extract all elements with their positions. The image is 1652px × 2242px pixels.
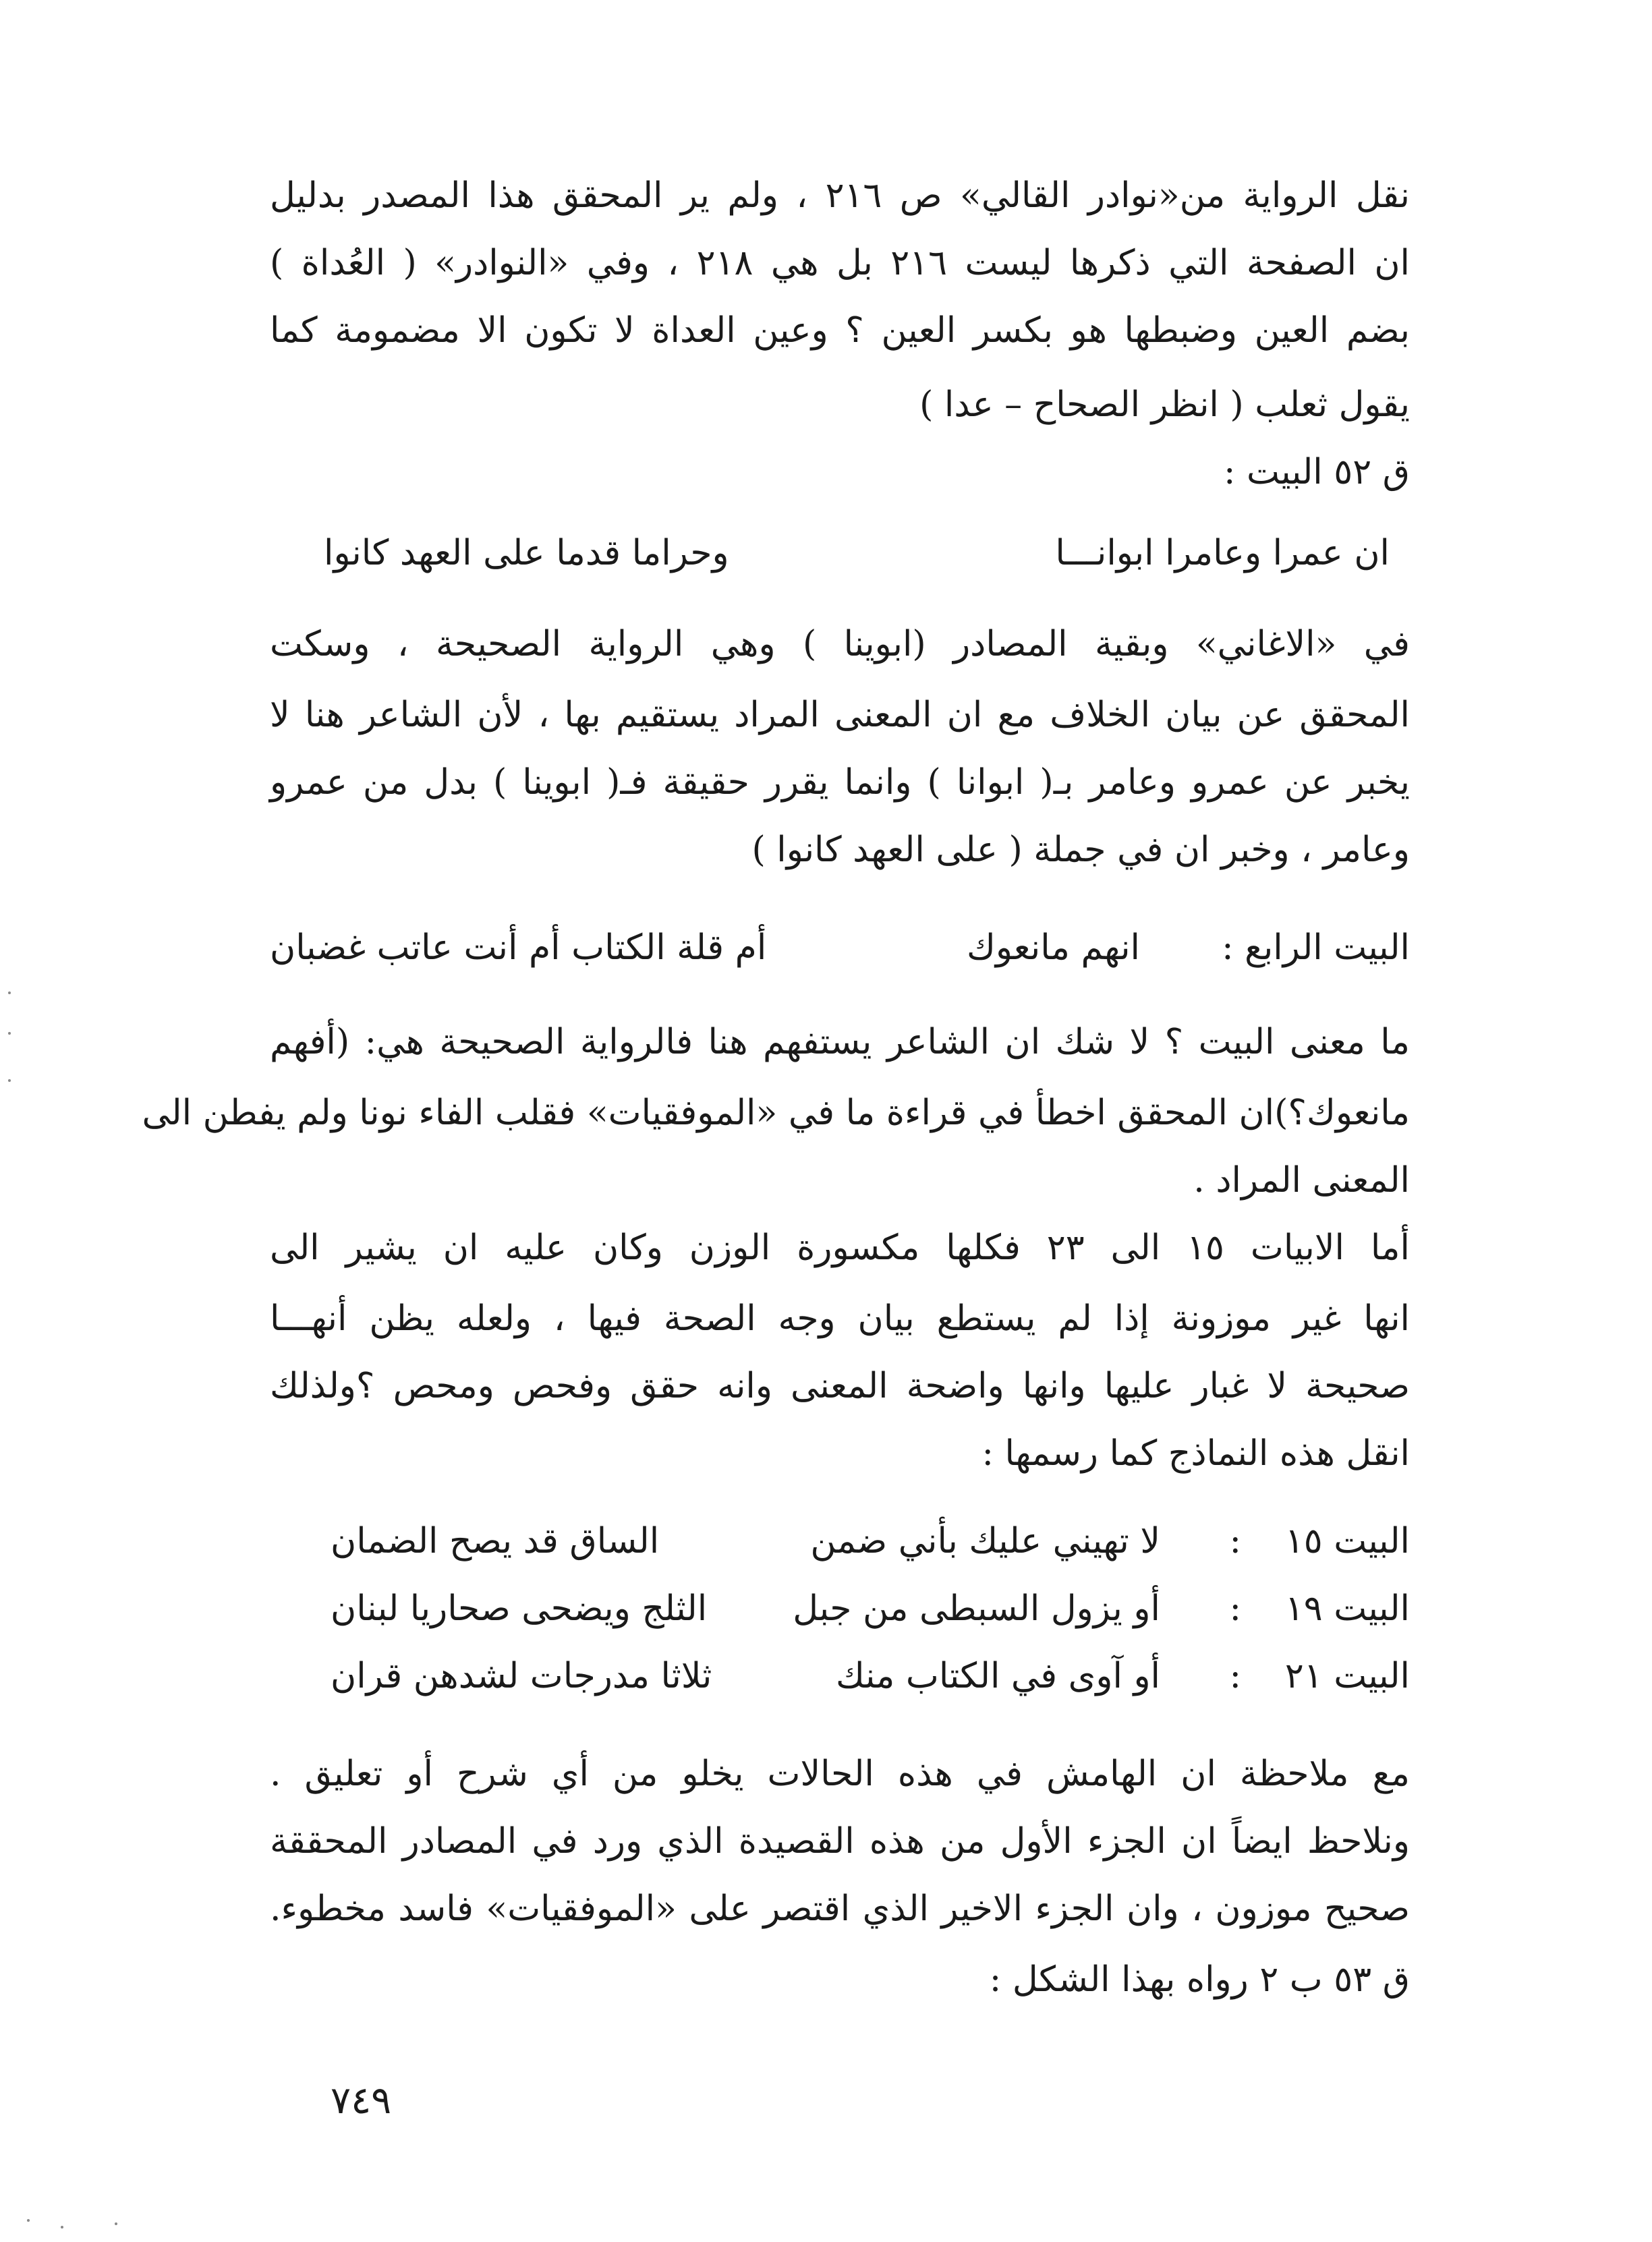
text-line: ونلاحظ ايضاً ان الجزء الأول من هذه القصيدة الذي ورد في المصادر المحققة <box>270 1821 1410 1862</box>
verse-second-half: ثلاثا مدرجات لشدهن قران <box>331 1656 712 1696</box>
verse-second-half: أم قلة الكتاب أم أنت عاتب غضبان <box>270 927 767 968</box>
text-line: المعنى المراد . <box>1193 1160 1410 1201</box>
scan-speck <box>115 2222 117 2225</box>
verse-first-half: أو آوى في الكتاب منك <box>836 1656 1160 1696</box>
text-line: مع ملاحظة ان الهامش في هذه الحالات يخلو من أي شرح أو تعليق . <box>270 1754 1410 1794</box>
text-line: يقول ثعلب ( انظر الصحاح – عدا ) <box>919 384 1410 425</box>
text-line: صحيح موزون ، وان الجزء الاخير الذي اقتصر على «الموفقيات» فاسد مخطوء. <box>270 1889 1410 1929</box>
verse-first-half: انهم مانعوك <box>966 927 1140 968</box>
verse-second-half: الساق قد يصح الضمان <box>331 1521 660 1561</box>
sample-verse <box>270 1514 1410 1568</box>
sample-verse <box>270 1649 1410 1703</box>
verse-first-half: أو يزول السبطى من جبل <box>793 1588 1160 1629</box>
scan-speck <box>8 991 11 994</box>
scan-speck <box>27 2219 30 2222</box>
text-line: انقل هذه النماذج كما رسمها : <box>981 1433 1410 1474</box>
sample-separator: : <box>1229 1521 1241 1561</box>
sample-separator: : <box>1229 1588 1241 1629</box>
text-line: يخبر عن عمرو وعامر بـ( ابوانا ) وانما يقرر حقيقة فـ( ابوينا ) بدل من عمرو <box>270 762 1410 803</box>
sample-label: البيت ١٥ <box>1284 1521 1410 1561</box>
text-line: صحيحة لا غبار عليها وانها واضحة المعنى وانه حقق وفحص ومحص ؟ولذلك <box>270 1366 1410 1406</box>
scan-speck <box>61 2226 63 2229</box>
sample-verse <box>270 1582 1410 1636</box>
scan-speck <box>8 1079 11 1082</box>
verse-second-half: الثلج ويضحى صحاريا لبنان <box>331 1588 708 1629</box>
verse-line <box>270 921 1410 975</box>
section-heading: ق ٥٢ البيت : <box>1223 452 1410 492</box>
text-line: المحقق عن بيان الخلاف مع ان المعنى المراد يستقيم بها ، لأن الشاعر هنا لا <box>270 695 1410 735</box>
verse-line <box>270 526 1410 580</box>
text-line: نقل الرواية من«نوادر القالي» ص ٢١٦ ، ولم ير المحقق هذا المصدر بدليل <box>270 175 1410 216</box>
page-number: ٧٤٩ <box>331 2079 392 2123</box>
text-line: ان الصفحة التي ذكرها ليست ٢١٦ بل هي ٢١٨ ، وفي «النوادر» ( العُداة ) <box>270 243 1410 283</box>
text-line: في «الاغاني» وبقية المصادر (ابوينا ) وهي الرواية الصحيحة ، وسكت <box>270 624 1410 664</box>
text-line: ما معنى البيت ؟ لا شك ان الشاعر يستفهم هنا فالرواية الصحيحة هي: (أفهم <box>270 1022 1410 1062</box>
scan-speck <box>8 1032 11 1035</box>
sample-label: البيت ١٩ <box>1284 1588 1410 1629</box>
text-line: مانعوك؟)ان المحقق اخطأ في قراءة ما في «الموفقيات» فقلب الفاء نونا ولم يفطن الى <box>142 1093 1410 1133</box>
section-heading: ق ٥٣ ب ٢ رواه بهذا الشكل : <box>989 1959 1410 2000</box>
sample-separator: : <box>1229 1656 1241 1696</box>
text-line: أما الابيات ١٥ الى ٢٣ فكلها مكسورة الوزن وكان عليه ان يشير الى <box>270 1228 1410 1268</box>
verse-first-half: لا تهيني عليك بأني ضمن <box>810 1521 1160 1561</box>
text-line: وعامر ، وخبر ان في جملة ( على العهد كانوا ) <box>751 830 1410 870</box>
verse-label: البيت الرابع : <box>1222 927 1410 968</box>
text-line: انها غير موزونة إذا لم يستطع بيان وجه الصحة فيها ، ولعله يظن أنهـــا <box>270 1298 1410 1339</box>
verse-first-half: ان عمرا وعامرا ابوانـــا <box>1055 533 1390 573</box>
sample-label: البيت ٢١ <box>1284 1656 1410 1696</box>
text-line: بضم العين وضبطها هو بكسر العين ؟ وعين العداة لا تكون الا مضمومة كما <box>270 310 1410 351</box>
verse-second-half: وحراما قدما على العهد كانوا <box>324 533 729 573</box>
